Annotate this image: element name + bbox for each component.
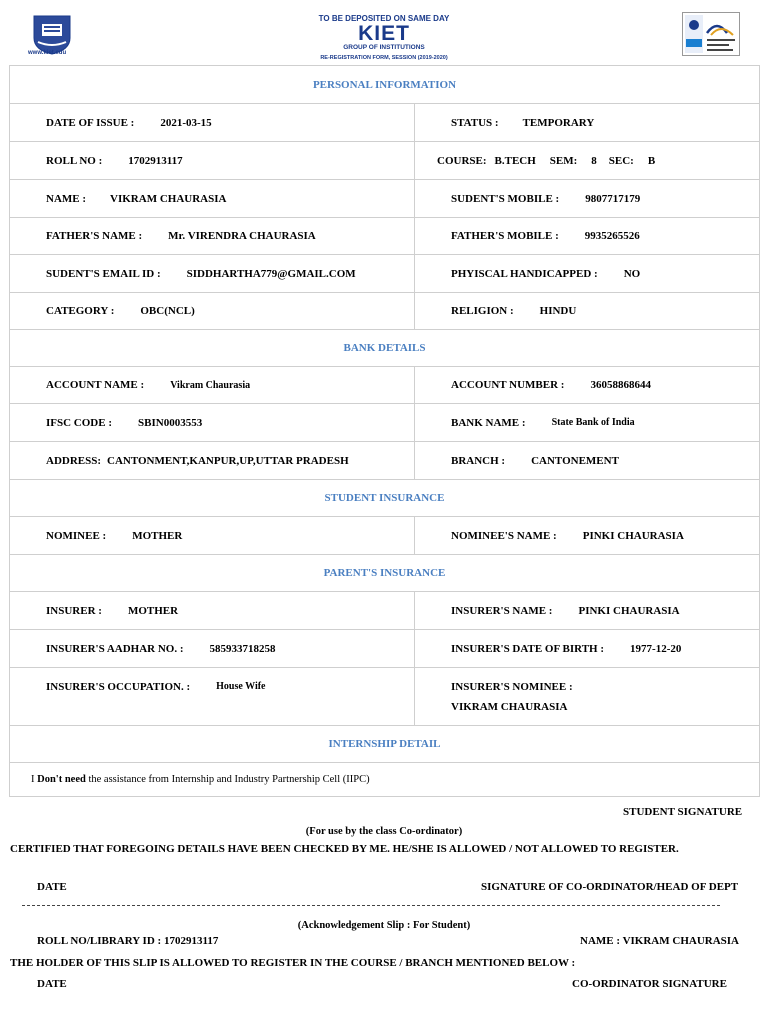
note-emphasis: Don't need (37, 774, 86, 785)
field-label: DATE OF ISSUE : (46, 116, 135, 129)
institution-title: KIET (358, 22, 410, 45)
account-name-value: Vikram Chaurasia (170, 379, 251, 391)
field-label: SEM: (549, 154, 578, 167)
roll-no-value: 1702913117 (128, 154, 183, 167)
table-row (10, 366, 759, 403)
group-title: GROUP OF INSTITUTIONS (343, 44, 425, 51)
aadhar-value: 585933718258 (209, 642, 276, 655)
insurer-name-value: PINKI CHAURASIA (578, 604, 680, 617)
table-row (10, 292, 759, 329)
registration-table (9, 65, 760, 797)
student-mobile-value: 9807717179 (585, 192, 641, 205)
website-text: www.kiet.edu (28, 50, 67, 56)
nominee-value: MOTHER (132, 529, 183, 542)
table-row (10, 403, 759, 441)
field-label: INSURER'S NAME : (451, 604, 553, 617)
certification-statement: CERTIFIED THAT FOREGOING DETAILS HAVE BEEN CHECKED BY ME. HE/SHE IS ALLOWED / NOT ALLOWED TO REGISTER. (10, 843, 679, 855)
field-label: SEC: (608, 154, 634, 167)
cut-line (22, 905, 720, 906)
course-value: B.TECH (494, 154, 536, 167)
sem-value: 8 (591, 154, 597, 167)
field-label: NAME : (46, 192, 87, 205)
father-mobile-value: 9935265526 (584, 230, 640, 242)
field-label: INSURER : (46, 604, 102, 617)
section-parent-insurance (10, 554, 759, 591)
section-title: PARENT'S INSURANCE (323, 567, 446, 579)
branch-value: CANTONEMENT (531, 454, 619, 467)
section-title: STUDENT INSURANCE (324, 492, 445, 504)
note-prefix: I (31, 774, 35, 785)
table-row (10, 141, 759, 179)
coordinator-use-note: (For use by the class Co-ordinator) (305, 826, 463, 837)
section-title: INTERNSHIP DETAIL (328, 738, 441, 750)
table-row (10, 254, 759, 292)
address-value: CANTONMENT,KANPUR,UP,UTTAR PRADESH (107, 454, 349, 467)
field-label: CATEGORY : (46, 305, 115, 317)
section-personal (10, 66, 759, 103)
table-row (10, 103, 759, 141)
field-label: NOMINEE : (46, 529, 107, 542)
sec-value: B (647, 154, 656, 167)
section-internship (10, 725, 759, 762)
field-label: ACCOUNT NUMBER : (451, 379, 565, 391)
table-row (10, 179, 759, 217)
nominee-name-value: PINKI CHAURASIA (582, 529, 684, 542)
roll-library-id: ROLL NO/LIBRARY ID : 1702913117 (37, 935, 219, 947)
account-number-value: 36058868644 (590, 379, 651, 391)
table-row (10, 629, 759, 667)
note-text: the assistance from Internship and Industry Partnership Cell (IIPC) (88, 774, 370, 785)
name-value: VIKRAM CHAURASIA (110, 192, 227, 205)
field-label: ADDRESS: (46, 454, 102, 467)
field-label: FATHER'S MOBILE : (451, 230, 559, 242)
occupation-value: House Wife (216, 681, 266, 692)
handicap-value: NO (623, 267, 641, 280)
insurer-nominee-value: VIKRAM CHAURASIA (451, 700, 568, 713)
status-value: TEMPORARY (522, 116, 595, 129)
date-label: DATE (37, 881, 67, 893)
table-row (10, 516, 759, 554)
field-label: COURSE: (437, 154, 487, 167)
field-label: INSURER'S NOMINEE : (451, 680, 573, 693)
date-label-2: DATE (37, 978, 67, 990)
field-label: NOMINEE'S NAME : (451, 529, 557, 542)
email-value: SIDDHARTHA779@GMAIL.COM (186, 267, 356, 280)
holder-statement: THE HOLDER OF THIS SLIP IS ALLOWED TO REGISTER IN THE COURSE / BRANCH MENTIONED BELOW : (10, 957, 576, 969)
ack-name: NAME : VIKRAM CHAURASIA (580, 935, 739, 947)
bank-name-value: State Bank of India (551, 417, 635, 428)
category-value: OBC(NCL) (140, 305, 195, 317)
field-label: ROLL NO : (46, 154, 103, 167)
field-label: BRANCH : (451, 454, 506, 467)
section-bank (10, 329, 759, 366)
field-label: IFSC CODE : (46, 416, 113, 429)
internship-note (10, 762, 759, 796)
insurer-value: MOTHER (127, 604, 179, 617)
ifsc-value: SBIN0003553 (138, 416, 203, 429)
field-label: INSURER'S OCCUPATION. : (46, 681, 191, 693)
section-title: PERSONAL INFORMATION (312, 78, 457, 91)
field-label: PHYISCAL HANDICAPPED : (451, 267, 598, 280)
field-label: BANK NAME : (451, 416, 526, 429)
field-label: FATHER'S NAME : (46, 230, 143, 242)
field-label: RELIGION : (451, 305, 514, 317)
section-student-insurance (10, 479, 759, 516)
field-label: SUDENT'S EMAIL ID : (46, 267, 161, 280)
date-of-issue-value: 2021-03-15 (160, 116, 212, 129)
religion-value: HINDU (539, 305, 577, 317)
certification-logo-icon (682, 12, 740, 56)
field-label: INSURER'S DATE OF BIRTH : (451, 642, 605, 655)
table-row (10, 591, 759, 629)
father-name-value: Mr. VIRENDRA CHAURASIA (168, 230, 316, 242)
deposit-note: TO BE DEPOSITED ON SAME DAY (318, 14, 450, 23)
field-label: ACCOUNT NAME : (46, 379, 145, 391)
field-label: STATUS : (451, 116, 499, 129)
field-label: SUDENT'S MOBILE : (451, 192, 560, 205)
table-row (10, 667, 759, 725)
coordinator-signature-label: SIGNATURE OF CO-ORDINATOR/HEAD OF DEPT (481, 881, 739, 893)
table-row (10, 217, 759, 254)
field-label: INSURER'S AADHAR NO. : (46, 642, 184, 655)
table-row (10, 441, 759, 479)
coordinator-signature-label-2: CO-ORDINATOR SIGNATURE (572, 978, 727, 990)
student-signature-label: STUDENT SIGNATURE (623, 806, 743, 818)
acknowledgement-title: (Acknowledgement Slip : For Student) (297, 920, 471, 931)
dob-value: 1977-12-20 (630, 642, 682, 655)
form-title: RE-REGISTRATION FORM, SESSION (2019-2020) (320, 55, 448, 61)
section-title: BANK DETAILS (343, 342, 426, 354)
